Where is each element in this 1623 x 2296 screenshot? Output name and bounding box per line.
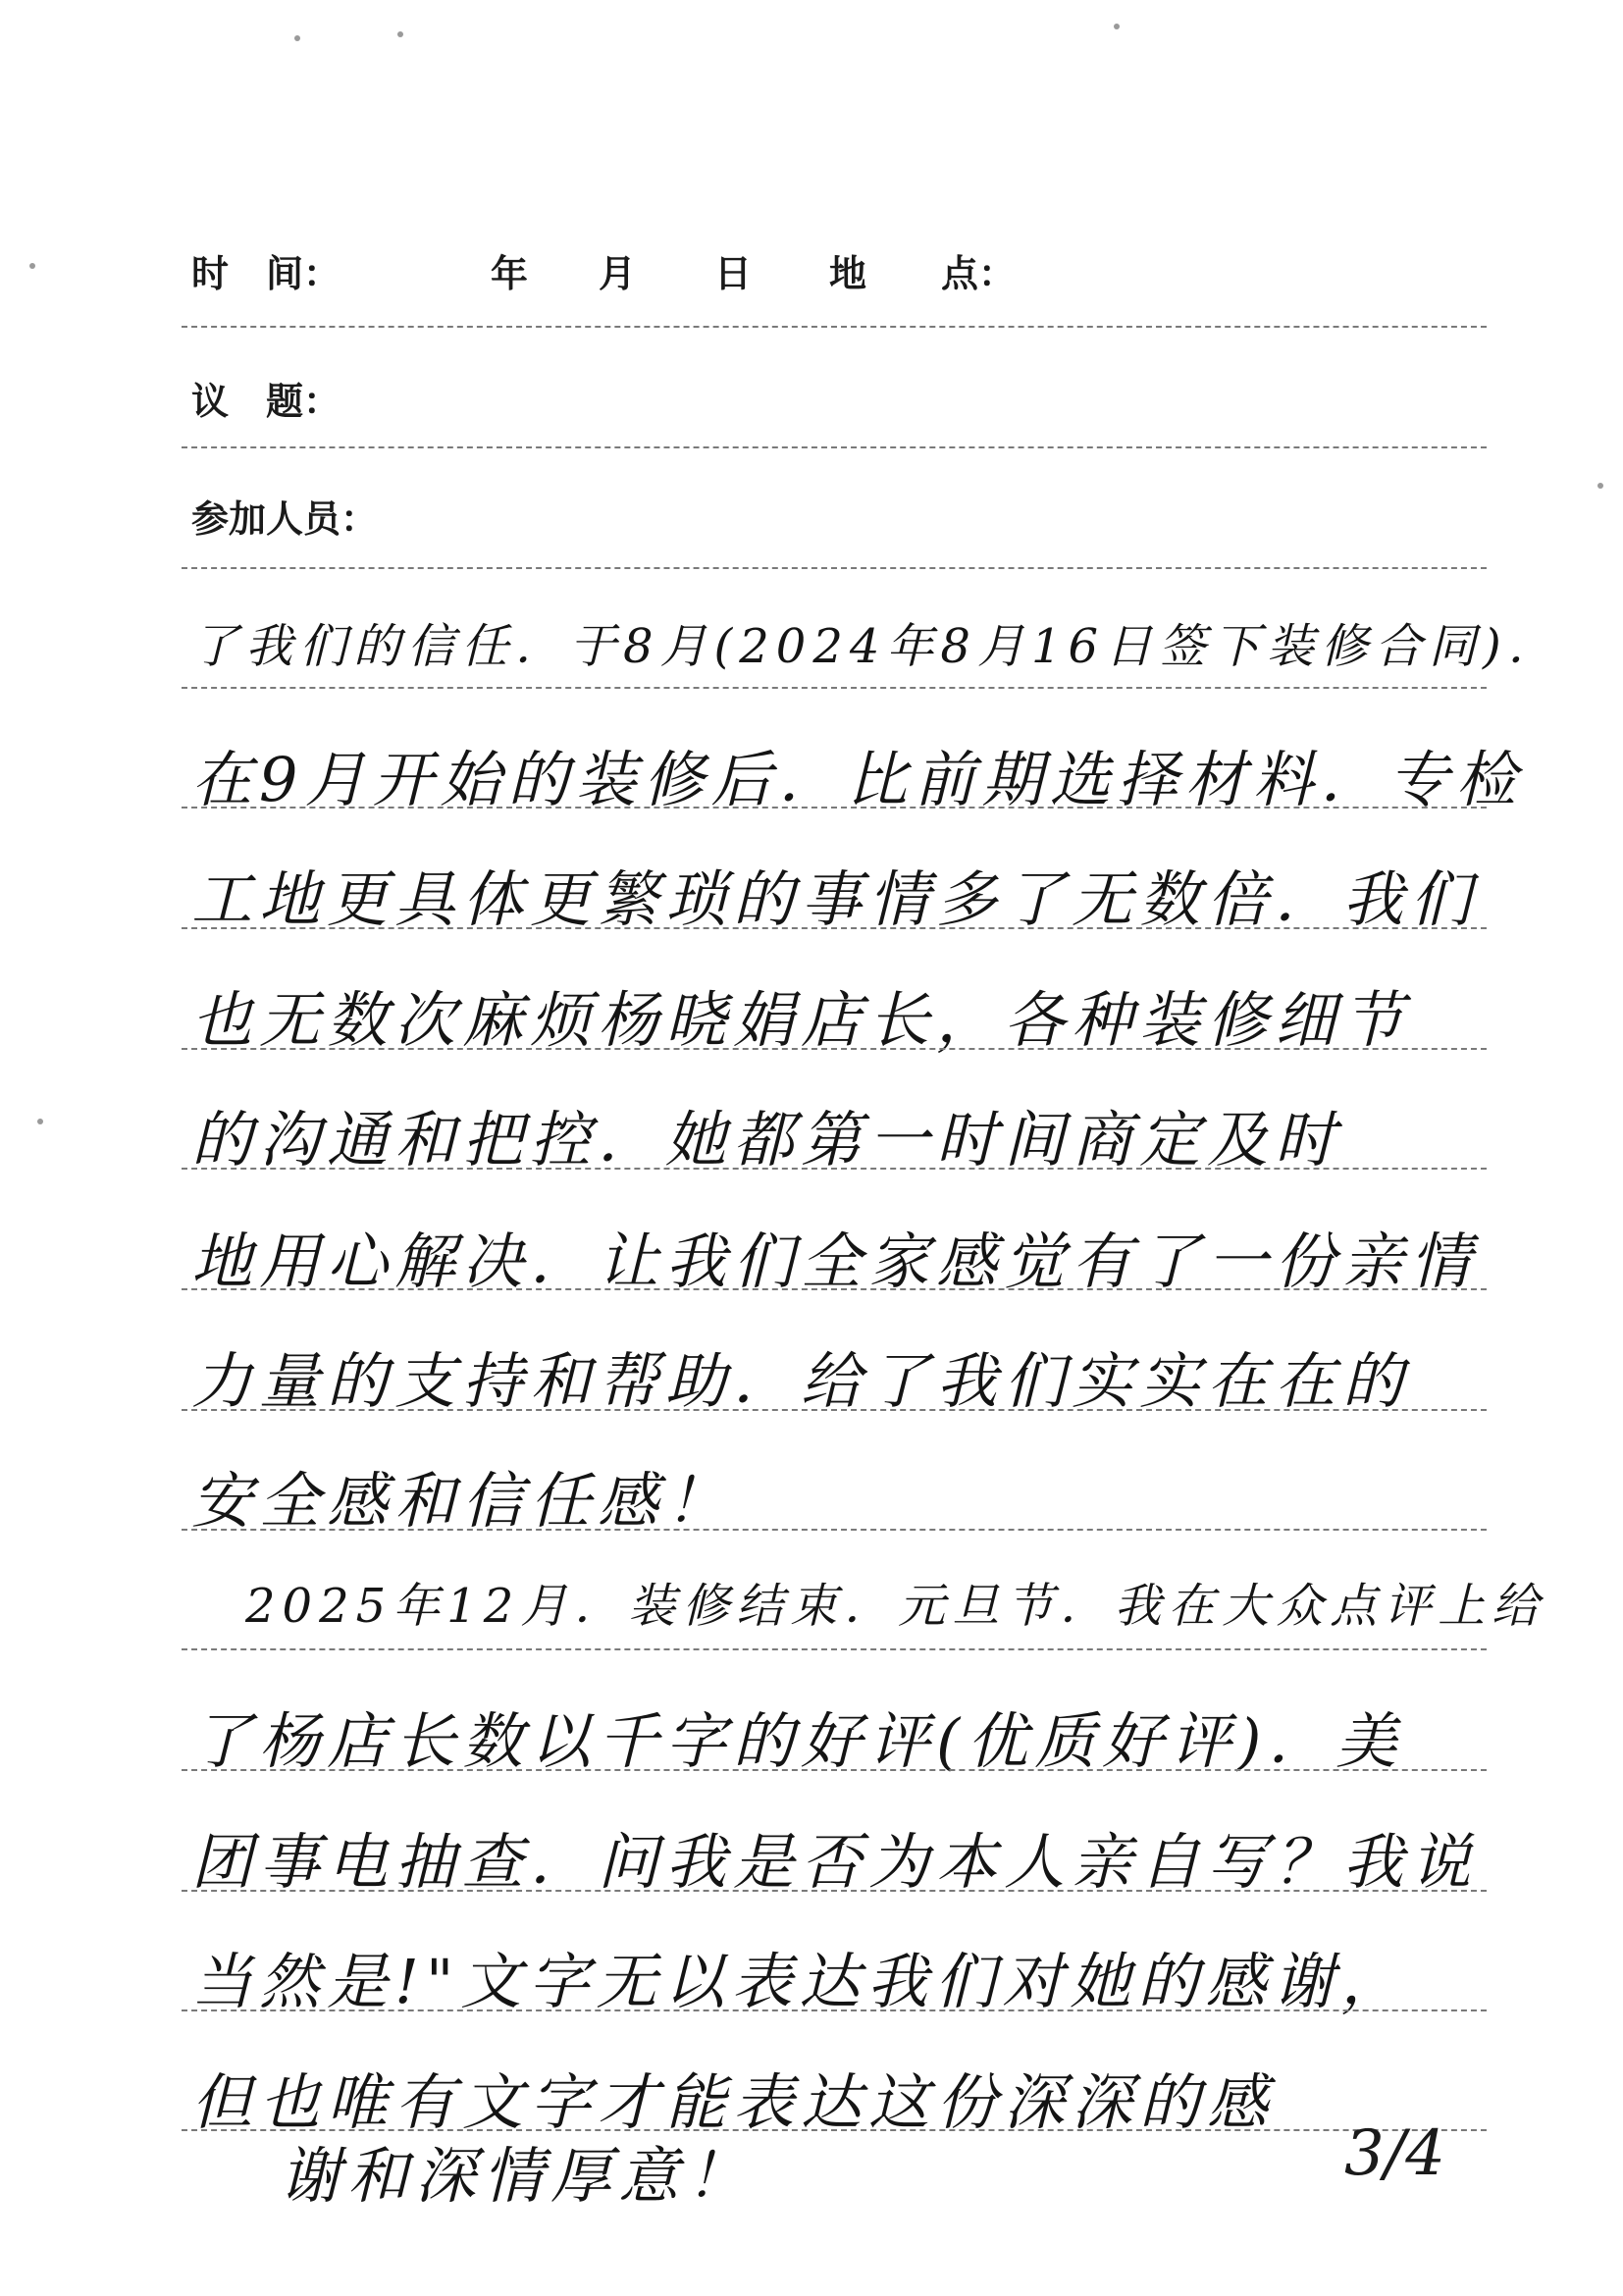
handwritten-line: 了杨店长数以千字的好评(优质好评)．美 (191, 1705, 1404, 1777)
writing-rule (182, 1048, 1487, 1050)
writing-rule (182, 1168, 1487, 1170)
form-header (0, 0, 1623, 541)
scan-speck (37, 1119, 43, 1124)
handwritten-line: 在9月开始的装修后．比前期选择材料．专检 (191, 744, 1524, 815)
writing-rule (182, 687, 1487, 689)
month-label: 月 (599, 252, 637, 295)
handwritten-line: 2025年12月．装修结束．元旦节．我在大众点评上给 (191, 1579, 1546, 1634)
scan-speck (1597, 483, 1603, 489)
handwritten-line: 了我们的信任．于8月(2024年8月16日签下装修合同)． (191, 619, 1562, 674)
handwritten-line: 力量的支持和帮助．给了我们实实在在的 (191, 1345, 1411, 1417)
writing-rule (182, 1769, 1487, 1771)
day-label: 日 (714, 252, 753, 295)
writing-rule (182, 1648, 1487, 1650)
writing-rule (182, 1529, 1487, 1531)
handwritten-line: 地用心解决．让我们全家感觉有了一份亲情 (191, 1226, 1479, 1297)
handwritten-line: 团事电抽查．问我是否为本人亲自写？我说 (191, 1826, 1479, 1898)
handwritten-line: 但也唯有文字才能表达这份深深的感 (191, 2066, 1276, 2138)
writing-rule (182, 1409, 1487, 1411)
attendees-label: 参加人员： (191, 497, 379, 541)
handwritten-line: 谢和深情厚意！ (280, 2140, 755, 2212)
form-rule (182, 567, 1487, 569)
handwritten-line: 当然是!"文字无以表达我们对她的感谢， (191, 1946, 1409, 2017)
handwritten-line: 的沟通和把控．她都第一时间商定及时 (191, 1104, 1343, 1175)
writing-rule (182, 1890, 1487, 1892)
handwritten-line: 安全感和信任感！ (191, 1465, 734, 1537)
handwritten-line: 工地更具体更繁琐的事情多了无数倍．我们 (191, 863, 1479, 935)
writing-rule (182, 2009, 1487, 2011)
form-rule (182, 326, 1487, 328)
time-label: 时 间： (191, 252, 341, 295)
handwritten-line: 也无数次麻烦杨晓娟店长，各种装修细节 (191, 984, 1411, 1056)
writing-rule (182, 1288, 1487, 1290)
year-label: 年 (491, 252, 529, 295)
writing-rule (182, 807, 1487, 809)
place-label: 地 点： (829, 252, 1017, 295)
topic-label: 议 题： (191, 380, 341, 423)
writing-rule (182, 927, 1487, 929)
page-number: 3/4 (1344, 2117, 1445, 2190)
form-rule (182, 446, 1487, 448)
